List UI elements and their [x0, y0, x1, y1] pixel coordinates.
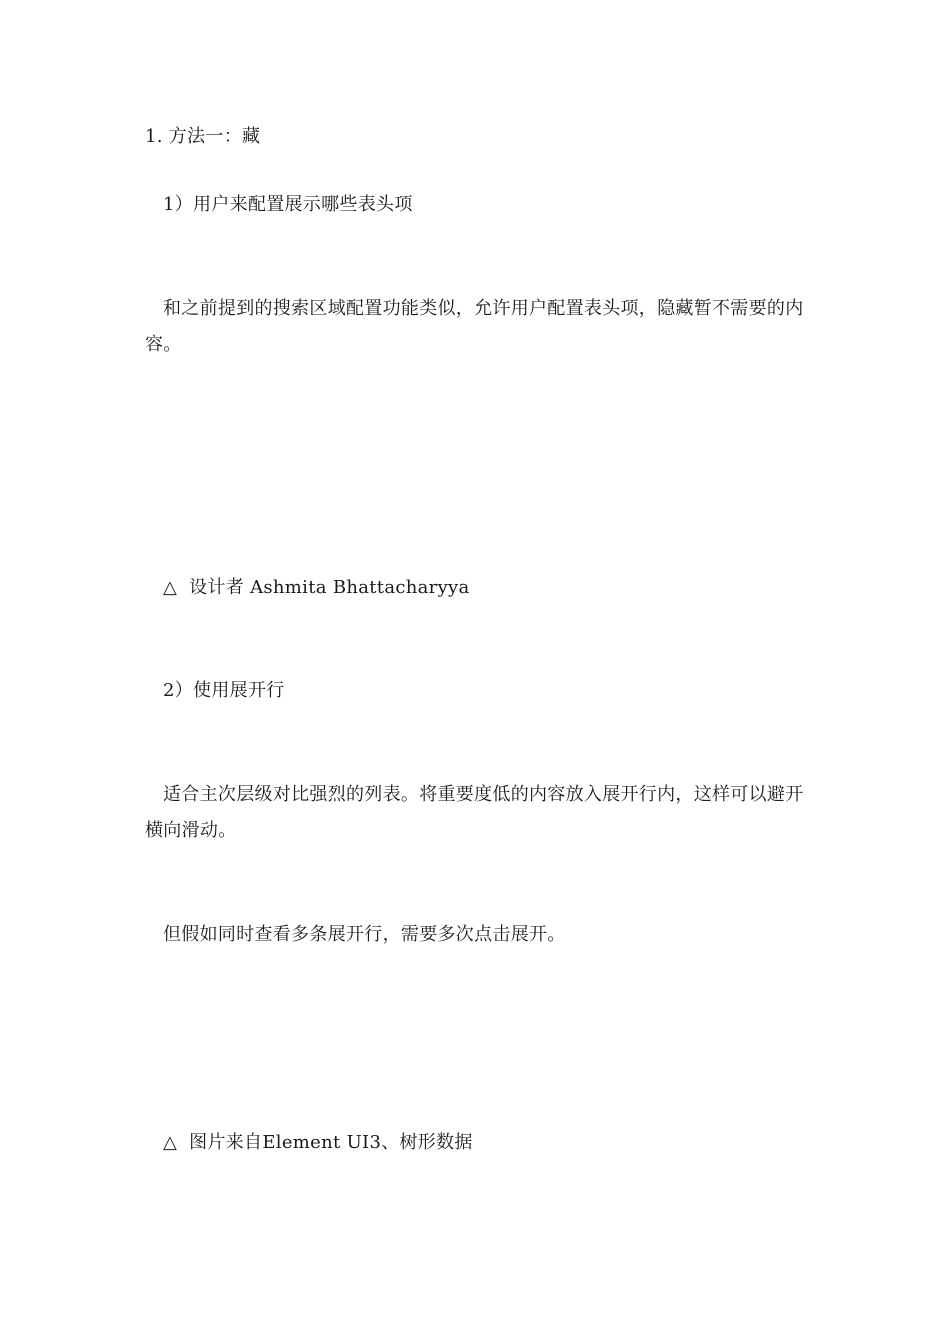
paragraph-2: 适合主次层级对比强烈的列表。将重要度低的内容放入展开行内，这样可以避开横向滑动。 [145, 784, 804, 841]
subheading-1: 1）用户来配置展示哪些表头项 [163, 194, 413, 215]
paragraph-1: 和之前提到的搜索区域配置功能类似，允许用户配置表头项，隐藏暂不需要的内容。 [145, 298, 804, 355]
caption-2-text: 图片来自Element UI3、树形数据 [189, 1132, 473, 1153]
section-heading: 1. 方法一：藏 [145, 126, 261, 147]
caption-2 [163, 1125, 473, 1161]
caption-1 [163, 570, 470, 606]
subheading-2: 2）使用展开行 [163, 680, 285, 701]
paragraph-3: 但假如同时查看多条展开行，需要多次点击展开。 [163, 924, 566, 945]
triangle-icon: △ [163, 577, 178, 598]
triangle-icon: △ [163, 1132, 178, 1153]
caption-1-text: 设计者 Ashmita Bhattacharyya [189, 577, 470, 598]
